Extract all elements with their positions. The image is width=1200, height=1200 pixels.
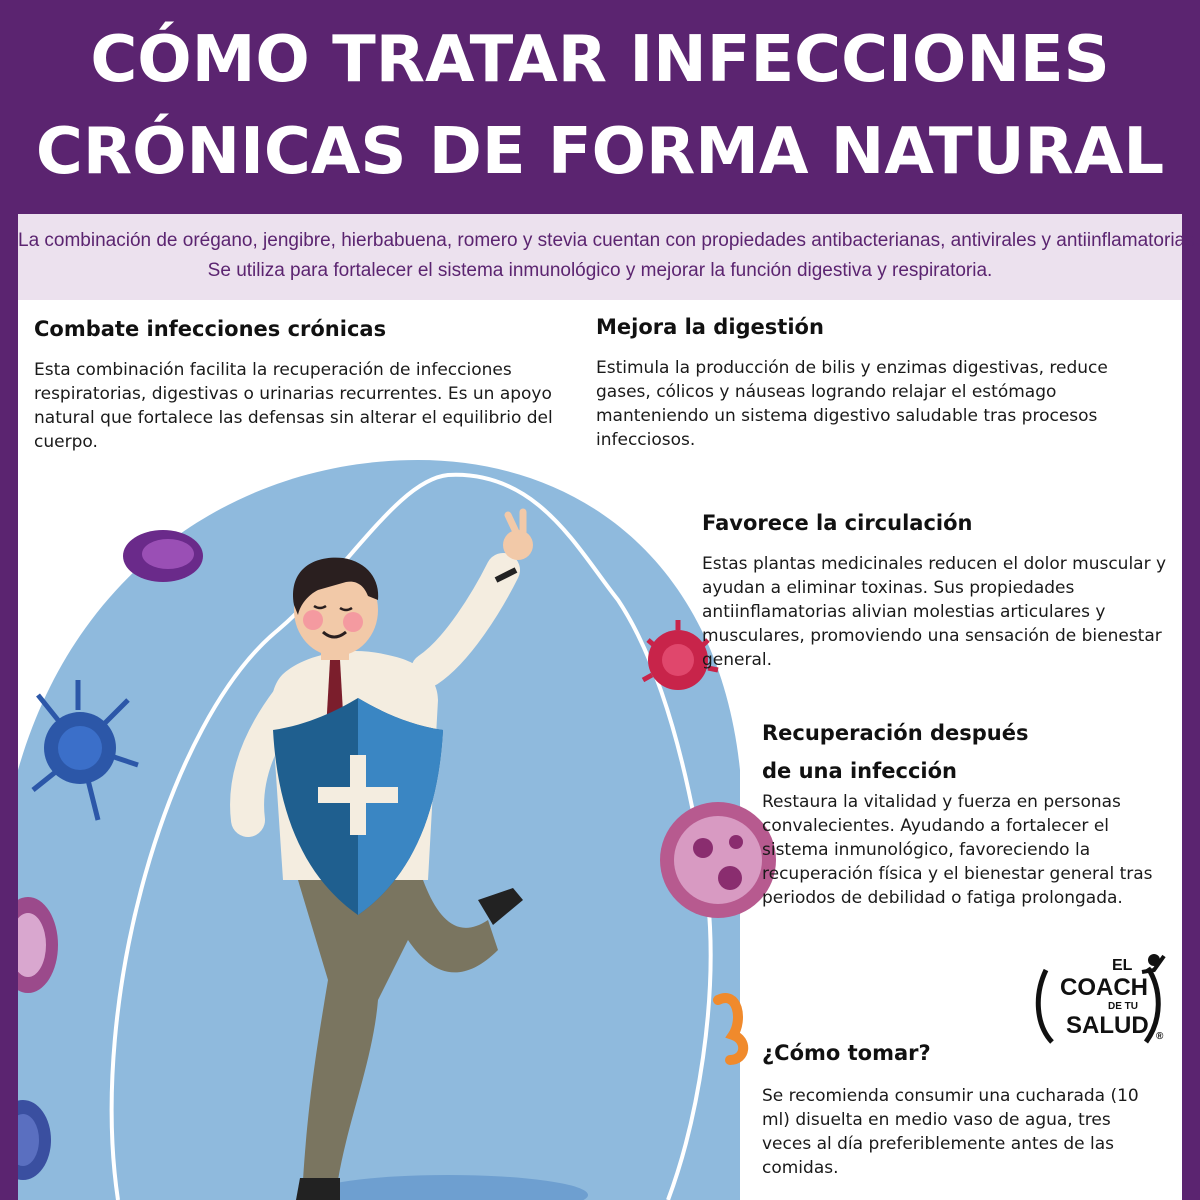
- title-line-1: CÓMO TRATAR INFECCIONES: [90, 23, 1110, 97]
- brand-logo: [1030, 950, 1170, 1050]
- section-tomar: [762, 1038, 1162, 1180]
- intro-line-1: La combinación de orégano, jengibre, hierbabuena, romero y stevia cuentan con propiedades antibacterianas, antivirales y antiinflamatorias.: [18, 230, 1200, 251]
- section-body: Restaura la vitalidad y fuerza en personas convalecientes. Ayudando a fortalecer el sistema inmunológico, favoreciendo la recuperación física y el bienestar general tras periodos de debilidad o fatiga prolongada.: [762, 792, 1153, 908]
- section-heading: Combate infecciones crónicas: [34, 317, 387, 341]
- germ-icon: [123, 530, 203, 582]
- logo-line-4: SALUD: [1066, 1012, 1149, 1039]
- page-title: [0, 14, 1200, 198]
- content-panel: [18, 300, 1182, 1200]
- section-heading: ¿Cómo tomar?: [762, 1041, 931, 1065]
- section-heading-line-2: de una infección: [762, 759, 957, 783]
- section-body: Se recomienda consumir una cucharada (10 ml) disuelta en medio vaso de agua, tres veces al día preferiblemente antes de las comidas.: [762, 1086, 1139, 1178]
- section-heading-line-1: Recuperación después: [762, 721, 1029, 745]
- title-line-2: CRÓNICAS DE FORMA NATURAL: [35, 115, 1165, 189]
- logo-registered-mark: ®: [1156, 1031, 1164, 1042]
- section-heading: Favorece la circulación: [702, 511, 973, 535]
- intro-banner: [18, 214, 1200, 300]
- section-digestion: [596, 312, 1156, 452]
- section-circulacion: [702, 508, 1172, 672]
- section-body: Estas plantas medicinales reducen el dolor muscular y ayudan a eliminar toxinas. Sus propiedades antiinflamatorias alivian molestias articulares y musculares, promoviendo una sensación de bienestar general.: [702, 554, 1167, 670]
- section-combate: [34, 314, 574, 454]
- section-body: Esta combinación facilita la recuperación de infecciones respiratorias, digestivas o urinarias recurrentes. Es un apoyo natural que fortalece las defensas sin alterar el equilibrio del cuerpo.: [34, 360, 553, 452]
- logo-line-3: DE TU: [1108, 1001, 1138, 1012]
- intro-line-2: Se utiliza para fortalecer el sistema inmunológico y mejorar la función digestiva y respiratoria.: [207, 260, 993, 281]
- logo-line-2: COACH: [1060, 974, 1148, 1001]
- section-recuperacion: [762, 718, 1162, 910]
- section-heading: Mejora la digestión: [596, 315, 824, 339]
- logo-line-1: EL: [1112, 957, 1133, 974]
- germ-icon: [660, 802, 776, 918]
- section-body: Estimula la producción de bilis y enzimas digestivas, reduce gases, cólicos y náuseas logrando relajar el estómago manteniendo un sistema digestivo saludable tras procesos infecciosos.: [596, 358, 1108, 450]
